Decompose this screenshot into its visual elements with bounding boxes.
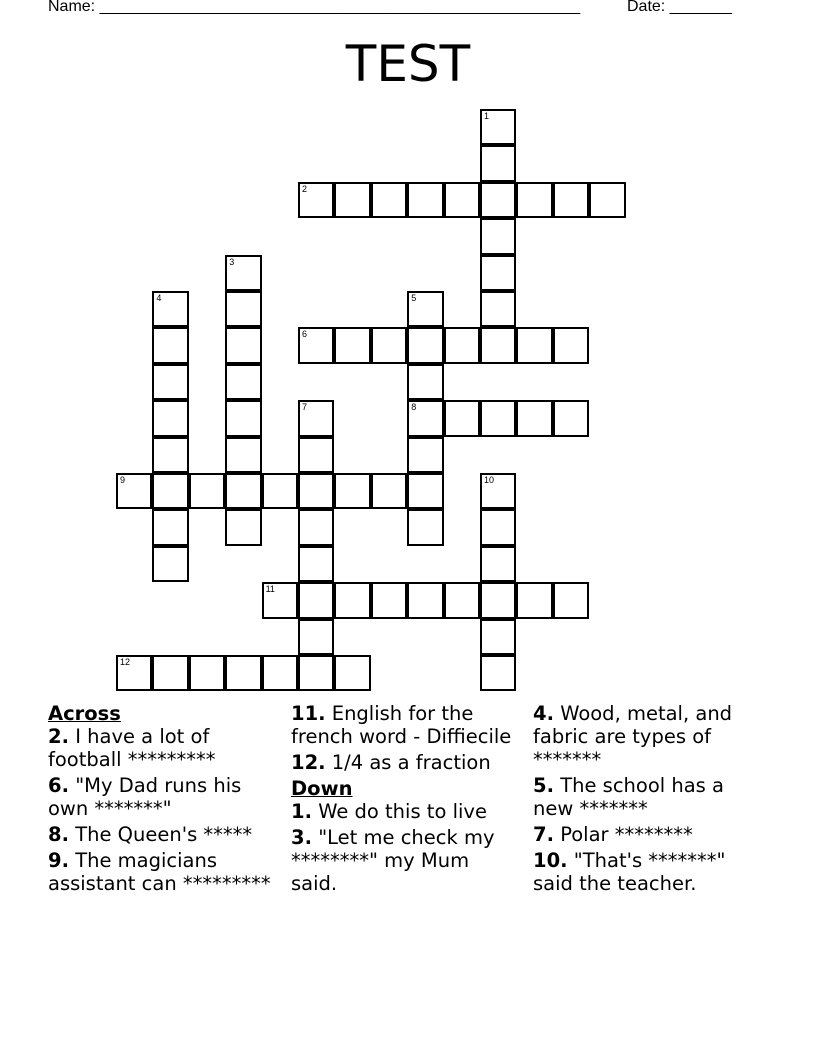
grid-cell[interactable] <box>480 218 516 254</box>
grid-cell[interactable] <box>516 582 552 618</box>
grid-cell[interactable] <box>371 473 407 509</box>
grid-cell[interactable] <box>225 364 261 400</box>
grid-cell[interactable] <box>298 473 334 509</box>
clue-number: 1 <box>484 111 490 121</box>
grid-cell[interactable] <box>225 327 261 363</box>
grid-cell[interactable] <box>407 182 443 218</box>
grid-cell[interactable] <box>152 546 188 582</box>
grid-cell[interactable] <box>480 582 516 618</box>
grid-cell[interactable] <box>334 582 370 618</box>
grid-cell[interactable] <box>298 182 334 218</box>
clue-down-7: 7. Polar ******** <box>533 823 693 846</box>
down-heading: Down <box>291 777 353 800</box>
clue-number: 4 <box>156 293 162 303</box>
grid-cell[interactable] <box>589 182 625 218</box>
grid-cell[interactable] <box>371 182 407 218</box>
grid-cell[interactable] <box>225 400 261 436</box>
grid-cell[interactable] <box>444 400 480 436</box>
clue-down-1: 1. We do this to live <box>291 800 487 823</box>
grid-cell[interactable] <box>371 582 407 618</box>
grid-cell[interactable] <box>480 546 516 582</box>
clue-down-4: 4. Wood, metal, and fabric are types of ******* <box>533 702 733 771</box>
clue-down-3: 3. "Let me check my ********" my Mum said. <box>291 826 495 895</box>
grid-cell[interactable] <box>225 437 261 473</box>
grid-cell[interactable] <box>116 655 152 691</box>
grid-cell[interactable] <box>407 437 443 473</box>
grid-cell[interactable] <box>262 582 298 618</box>
grid-cell[interactable] <box>298 582 334 618</box>
grid-cell[interactable] <box>334 327 370 363</box>
grid-cell[interactable] <box>298 655 334 691</box>
clue-number: 7 <box>302 402 308 413</box>
clues-column-1 <box>48 702 278 898</box>
grid-cell[interactable] <box>480 619 516 655</box>
clue-number: 8 <box>411 402 417 413</box>
grid-cell[interactable] <box>480 509 516 545</box>
grid-cell[interactable] <box>225 655 261 691</box>
grid-cell[interactable] <box>444 182 480 218</box>
clue-number: 12 <box>120 657 131 667</box>
grid-cell[interactable] <box>407 400 443 436</box>
grid-cell[interactable] <box>480 182 516 218</box>
grid-cell[interactable] <box>298 437 334 473</box>
grid-cell[interactable] <box>516 327 552 363</box>
clue-across-8: 8. The Queen's ***** <box>48 823 253 846</box>
grid-cell[interactable] <box>516 182 552 218</box>
name-field-label: Name: ______________________________________________________ <box>48 0 581 15</box>
grid-cell[interactable] <box>480 109 516 145</box>
clue-across-12: 12. 1/4 as a fraction <box>291 751 491 774</box>
date-field-label: Date: _______ <box>627 0 732 15</box>
grid-cell[interactable] <box>152 655 188 691</box>
clue-down-10: 10. "That's *******" said the teacher. <box>533 849 726 895</box>
across-heading: Across <box>48 702 121 725</box>
grid-cell[interactable] <box>116 473 152 509</box>
clues-column-3 <box>533 702 763 898</box>
clue-across-2: 2. I have a lot of football ********* <box>48 725 216 771</box>
grid-cell[interactable] <box>225 291 261 327</box>
grid-cell[interactable] <box>553 327 589 363</box>
grid-cell[interactable] <box>407 582 443 618</box>
grid-cell[interactable] <box>189 473 225 509</box>
clue-across-11: 11. English for the french word - Diffiecile <box>291 702 512 748</box>
clue-number: 11 <box>265 584 275 595</box>
grid-cell[interactable] <box>407 509 443 545</box>
grid-cell[interactable] <box>152 473 188 509</box>
grid-cell[interactable] <box>480 655 516 691</box>
clue-number: 5 <box>411 293 417 303</box>
grid-cell[interactable] <box>225 255 261 291</box>
grid-cell[interactable] <box>480 327 516 363</box>
grid-cell[interactable] <box>444 582 480 618</box>
grid-cell[interactable] <box>298 400 334 436</box>
grid-cell[interactable] <box>553 400 589 436</box>
grid-cell[interactable] <box>152 509 188 545</box>
grid-cell[interactable] <box>407 291 443 327</box>
grid-cell[interactable] <box>334 655 370 691</box>
grid-cell[interactable] <box>334 182 370 218</box>
clue-number: 3 <box>229 256 235 267</box>
grid-cell[interactable] <box>480 400 516 436</box>
grid-cell[interactable] <box>152 400 188 436</box>
grid-cell[interactable] <box>480 473 516 509</box>
grid-cell[interactable] <box>407 473 443 509</box>
grid-cell[interactable] <box>407 327 443 363</box>
grid-cell[interactable] <box>298 619 334 655</box>
grid-cell[interactable] <box>262 655 298 691</box>
grid-cell[interactable] <box>298 327 334 363</box>
clue-number: 6 <box>302 329 308 340</box>
grid-cell[interactable] <box>444 327 480 363</box>
grid-cell[interactable] <box>225 473 261 509</box>
grid-cell[interactable] <box>334 473 370 509</box>
grid-cell[interactable] <box>298 509 334 545</box>
grid-cell[interactable] <box>553 582 589 618</box>
clue-across-9: 9. The magicians assistant can ********* <box>48 849 271 895</box>
clue-across-6: 6. "My Dad runs his own *******" <box>48 774 242 820</box>
grid-cell[interactable] <box>480 291 516 327</box>
grid-cell[interactable] <box>152 291 188 327</box>
page-title: TEST <box>345 35 471 93</box>
clue-number: 9 <box>120 475 126 485</box>
grid-cell[interactable] <box>225 509 261 545</box>
grid-cell[interactable] <box>262 473 298 509</box>
grid-cell[interactable] <box>189 655 225 691</box>
grid-cell[interactable] <box>152 437 188 473</box>
clue-number: 2 <box>302 183 308 194</box>
grid-cell[interactable] <box>298 546 334 582</box>
clues-column-2 <box>291 702 521 898</box>
grid-cell[interactable] <box>152 364 188 400</box>
grid-cell[interactable] <box>371 327 407 363</box>
grid-cell[interactable] <box>553 182 589 218</box>
clue-number: 10 <box>484 475 495 485</box>
grid-cell[interactable] <box>516 400 552 436</box>
grid-cell[interactable] <box>480 145 516 181</box>
clue-down-5: 5. The school has a new ******* <box>533 774 724 820</box>
grid-cell[interactable] <box>152 327 188 363</box>
grid-cell[interactable] <box>480 255 516 291</box>
grid-cell[interactable] <box>407 364 443 400</box>
